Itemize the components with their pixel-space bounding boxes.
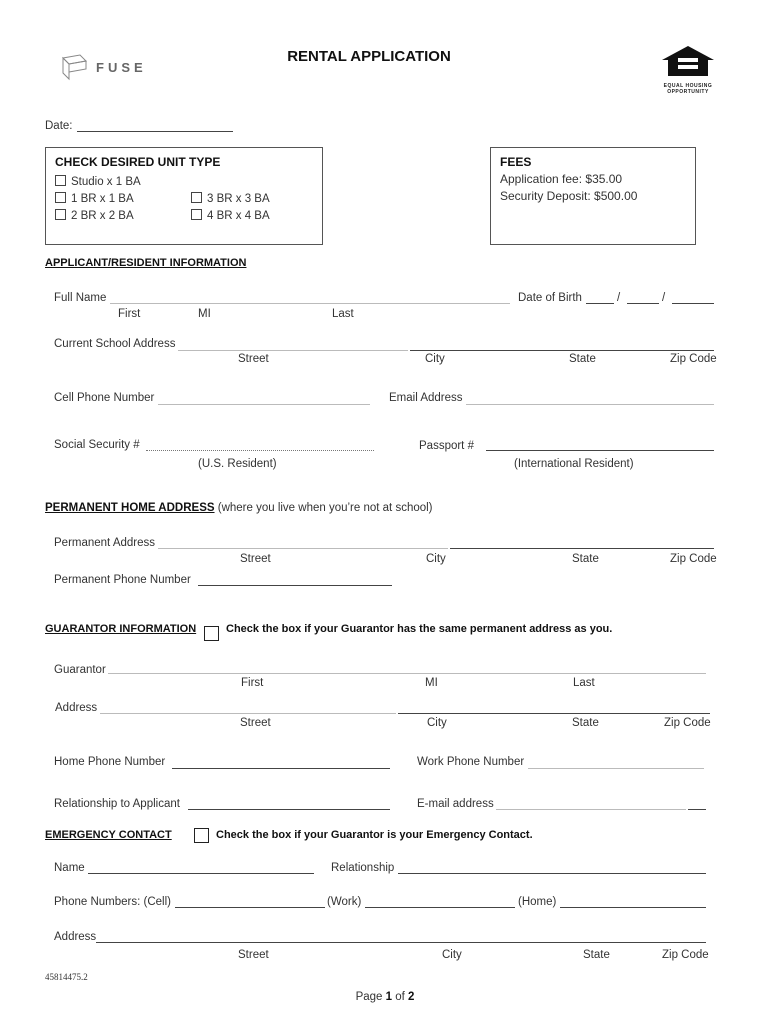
equal-housing-icon bbox=[658, 44, 718, 78]
guarantor-email-field-end bbox=[688, 809, 706, 810]
guarantor-same-address-checkbox[interactable] bbox=[204, 626, 219, 641]
guarantor-relationship-label: Relationship to Applicant bbox=[54, 798, 180, 810]
unit-type-title: CHECK DESIRED UNIT TYPE bbox=[55, 155, 221, 169]
emergency-address-label: Address bbox=[54, 931, 97, 943]
emergency-street-caption: Street bbox=[238, 949, 269, 961]
page-number bbox=[0, 991, 770, 1003]
school-city-caption: City bbox=[425, 353, 445, 365]
emergency-state-caption: State bbox=[583, 949, 610, 961]
of-word: of bbox=[395, 991, 405, 1003]
unit-option-3br[interactable]: 3 BR x 3 BA bbox=[191, 192, 270, 205]
unit-option-2br[interactable]: 2 BR x 2 BA bbox=[55, 209, 134, 222]
emergency-relationship-label: Relationship bbox=[331, 862, 395, 874]
checkbox-icon[interactable] bbox=[55, 175, 66, 186]
school-state-caption: State bbox=[569, 353, 596, 365]
school-zip-caption: Zip Code bbox=[670, 353, 717, 365]
ssn-label: Social Security # bbox=[54, 439, 140, 451]
guarantor-mi-caption: MI bbox=[425, 677, 438, 689]
permanent-street-field[interactable] bbox=[158, 548, 448, 549]
page-word: Page bbox=[355, 991, 383, 1003]
guarantor-email-field[interactable] bbox=[496, 809, 686, 810]
email-field[interactable] bbox=[466, 404, 714, 405]
guarantor-name-field[interactable] bbox=[108, 673, 706, 674]
guarantor-relationship-field[interactable] bbox=[188, 809, 390, 810]
ssn-field[interactable] bbox=[146, 450, 374, 451]
applicant-heading: APPLICANT/RESIDENT INFORMATION bbox=[45, 257, 247, 269]
last-caption: Last bbox=[332, 308, 354, 320]
permanent-heading-row bbox=[45, 502, 433, 514]
emergency-relationship-field[interactable] bbox=[398, 873, 706, 874]
dob-year-field[interactable] bbox=[672, 303, 714, 304]
guarantor-street-caption: Street bbox=[240, 717, 271, 729]
page-current: 1 bbox=[385, 991, 393, 1003]
emergency-name-field[interactable] bbox=[88, 873, 314, 874]
eho-line2: OPPORTUNITY bbox=[667, 89, 709, 95]
guarantor-city-caption: City bbox=[427, 717, 447, 729]
school-city-state-zip-field[interactable] bbox=[410, 350, 714, 351]
school-street-field[interactable] bbox=[178, 350, 408, 351]
date-label: Date: bbox=[45, 120, 73, 132]
ssn-note: (U.S. Resident) bbox=[198, 458, 277, 470]
emergency-heading: EMERGENCY CONTACT bbox=[45, 829, 172, 841]
permanent-city-caption: City bbox=[426, 553, 446, 565]
page-total: 2 bbox=[408, 991, 415, 1003]
guarantor-state-caption: State bbox=[572, 717, 599, 729]
guarantor-first-caption: First bbox=[241, 677, 264, 689]
eho-line1: EQUAL HOUSING bbox=[663, 83, 713, 89]
permanent-phone-field[interactable] bbox=[198, 585, 392, 586]
fuse-logo-text: FUSE bbox=[96, 60, 147, 75]
emergency-work-field[interactable] bbox=[365, 907, 515, 908]
guarantor-email-label: E-mail address bbox=[417, 798, 494, 810]
permanent-heading: PERMANENT HOME ADDRESS bbox=[45, 502, 215, 514]
school-street-caption: Street bbox=[238, 353, 269, 365]
emergency-home-label: (Home) bbox=[518, 896, 557, 908]
dob-day-field[interactable] bbox=[627, 303, 659, 304]
application-fee: Application fee: $35.00 bbox=[500, 172, 623, 186]
school-address-label: Current School Address bbox=[54, 338, 176, 350]
fees-title: FEES bbox=[500, 155, 532, 169]
passport-note: (International Resident) bbox=[514, 458, 634, 470]
dob-month-field[interactable] bbox=[586, 303, 614, 304]
passport-field[interactable] bbox=[486, 450, 714, 451]
email-label: Email Address bbox=[389, 392, 463, 404]
checkbox-icon[interactable] bbox=[191, 209, 202, 220]
cell-phone-field[interactable] bbox=[158, 404, 370, 405]
checkbox-icon[interactable] bbox=[191, 192, 202, 203]
checkbox-icon[interactable] bbox=[55, 209, 66, 220]
emergency-address-field[interactable] bbox=[96, 942, 706, 943]
document-id: 45814475.2 bbox=[45, 972, 88, 982]
guarantor-home-phone-field[interactable] bbox=[172, 768, 390, 769]
first-caption: First bbox=[118, 308, 141, 320]
permanent-state-caption: State bbox=[572, 553, 599, 565]
checkbox-icon[interactable] bbox=[55, 192, 66, 203]
permanent-address-label: Permanent Address bbox=[54, 537, 156, 549]
emergency-cell-field[interactable] bbox=[175, 907, 325, 908]
unit-option-studio[interactable]: Studio x 1 BA bbox=[55, 175, 141, 188]
security-deposit: Security Deposit: $500.00 bbox=[500, 189, 638, 203]
permanent-zip-caption: Zip Code bbox=[670, 553, 717, 565]
equal-housing-logo bbox=[658, 44, 718, 95]
guarantor-work-phone-field[interactable] bbox=[528, 768, 704, 769]
mi-caption: MI bbox=[198, 308, 211, 320]
dob-slash-2: / bbox=[662, 292, 666, 304]
emergency-city-caption: City bbox=[442, 949, 462, 961]
emergency-zip-caption: Zip Code bbox=[662, 949, 709, 961]
page-title: RENTAL APPLICATION bbox=[287, 48, 451, 65]
passport-label: Passport # bbox=[419, 440, 474, 452]
permanent-phone-label: Permanent Phone Number bbox=[54, 574, 191, 586]
emergency-work-label: (Work) bbox=[327, 896, 362, 908]
cell-phone-label: Cell Phone Number bbox=[54, 392, 155, 404]
permanent-street-caption: Street bbox=[240, 553, 271, 565]
guarantor-street-field[interactable] bbox=[100, 713, 396, 714]
guarantor-heading: GUARANTOR INFORMATION bbox=[45, 623, 197, 635]
emergency-name-label: Name bbox=[54, 862, 85, 874]
dob-label: Date of Birth bbox=[518, 292, 582, 304]
emergency-cell-label: Phone Numbers: (Cell) bbox=[54, 896, 171, 908]
guarantor-zip-caption: Zip Code bbox=[664, 717, 711, 729]
unit-option-1br[interactable]: 1 BR x 1 BA bbox=[55, 192, 134, 205]
permanent-heading-note: (where you live when you’re not at school) bbox=[217, 502, 433, 514]
dob-slash-1: / bbox=[617, 292, 621, 304]
unit-option-4br[interactable]: 4 BR x 4 BA bbox=[191, 209, 270, 222]
full-name-field[interactable] bbox=[110, 303, 510, 304]
guarantor-last-caption: Last bbox=[573, 677, 595, 689]
emergency-same-checkbox[interactable] bbox=[194, 828, 209, 843]
guarantor-address-label: Address bbox=[55, 702, 98, 714]
guarantor-work-phone-label: Work Phone Number bbox=[417, 756, 525, 768]
emergency-home-field[interactable] bbox=[560, 907, 706, 908]
guarantor-city-state-zip-field[interactable] bbox=[398, 713, 710, 714]
full-name-label: Full Name bbox=[54, 292, 107, 304]
guarantor-label: Guarantor bbox=[54, 664, 106, 676]
guarantor-home-phone-label: Home Phone Number bbox=[54, 756, 166, 768]
permanent-city-state-zip-field[interactable] bbox=[450, 548, 714, 549]
guarantor-same-address-text: Check the box if your Guarantor has the same permanent address as you. bbox=[226, 623, 613, 635]
emergency-same-text: Check the box if your Guarantor is your Emergency Contact. bbox=[216, 829, 533, 841]
date-field[interactable] bbox=[77, 131, 233, 132]
